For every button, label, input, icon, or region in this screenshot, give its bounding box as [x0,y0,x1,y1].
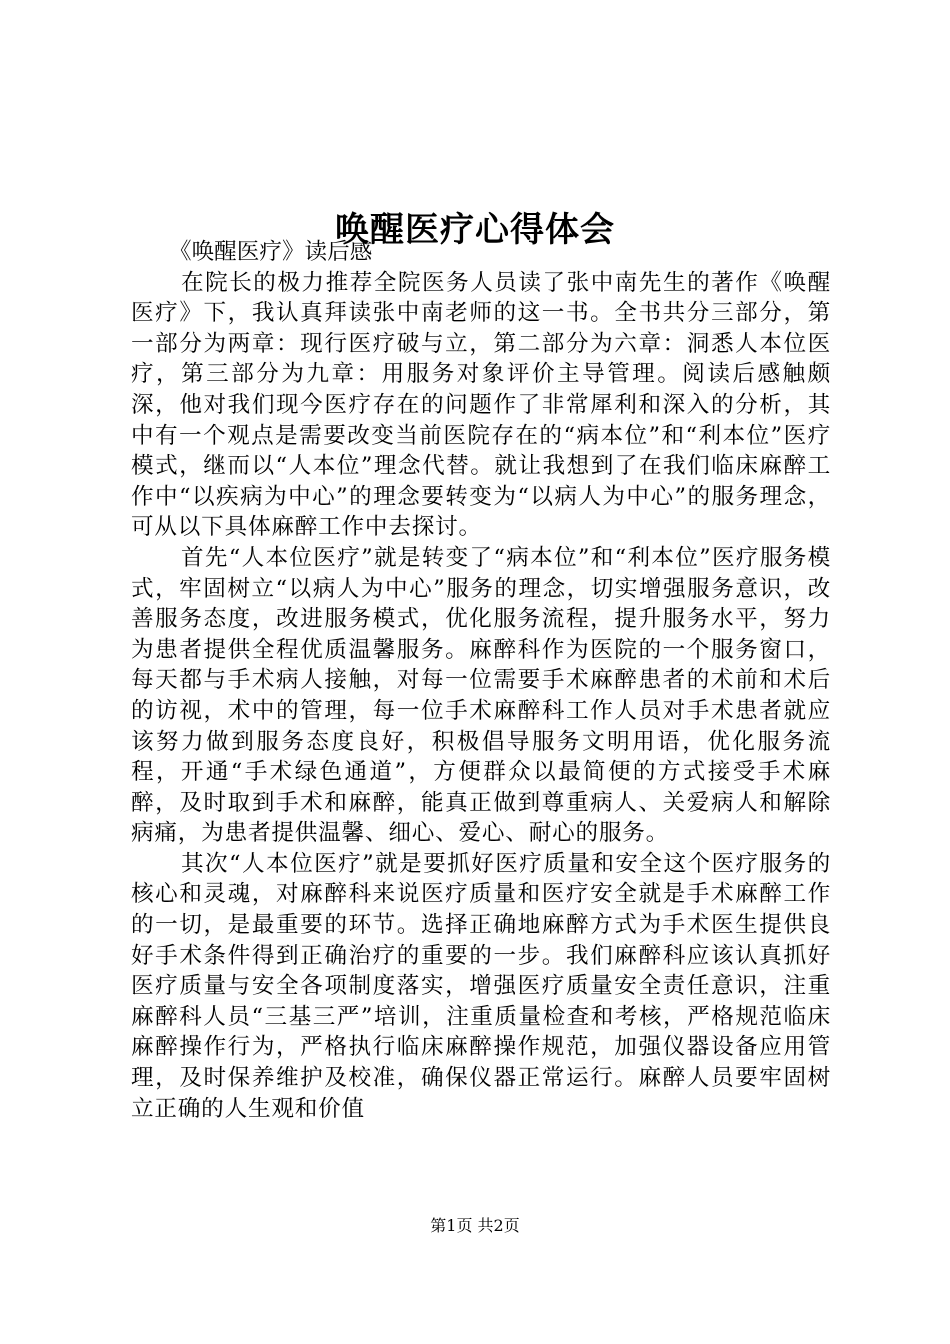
page-footer [0,1215,950,1237]
document-title: 唤醒医疗心得体会 [335,209,615,250]
page-total: 共2页 [477,1216,520,1235]
paragraph-3: 其次“人本位医疗”就是要抓好医疗质量和安全这个医疗服务的核心和灵魂，对麻醉科来说医疗质量和医疗安全就是手术麻醉工作的一切，是最重要的环节。选择正确地麻醉方式为手术医生提供良好手术条件得到正确治疗的重要的一步。我们麻醉科应该认真抓好医疗质量与安全各项制度落实，增强医疗质量安全责任意识，注重麻醉科人员“三基三严”培训，注重质量检查和考核，严格规范临床麻醉操作行为，严格执行临床麻醉操作规范，加强仪器设备应用管理，及时保养维护及校准，确保仪器正常运行。麻醉人员要牢固树立正确的人生观和价值 [131,850,831,1122]
paragraph-1: 在院长的极力推荐全院医务人员读了张中南先生的著作《唤醒医疗》下，我认真拜读张中南老师的这一书。全书共分三部分，第一部分为两章：现行医疗破与立，第二部分为六章：洞悉人本位医疗，第三部分为九章：用服务对象评价主导管理。阅读后感触颇深，他对我们现今医疗存在的问题作了非常犀利和深入的分析，其中有一个观点是需要改变当前医院存在的“病本位”和“利本位”医疗模式，继而以“人本位”理念代替。就让我想到了在我们临床麻醉工作中“以疾病为中心”的理念要转变为“以病人为中心”的服务理念，可从以下具体麻醉工作中去探讨。 [131,269,831,541]
document-subtitle: 《唤醒医疗》读后感 [169,239,373,265]
page-number: 第1页 [430,1216,473,1235]
document-body [131,237,831,1124]
paragraph-2: 首先“人本位医疗”就是转变了“病本位”和“利本位”医疗服务模式，牢固树立“以病人为中心”服务的理念，切实增强服务意识，改善服务态度，改进服务模式，优化服务流程，提升服务水平，努力为患者提供全程优质温馨服务。麻醉科作为医院的一个服务窗口，每天都与手术病人接触，对每一位需要手术麻醉患者的术前和术后的访视，术中的管理，每一位手术麻醉科工作人员对手术患者就应该努力做到服务态度良好，积极倡导服务文明用语，优化服务流程，开通“手术绿色通道”，方便群众以最简便的方式接受手术麻醉，及时取到手术和麻醉，能真正做到尊重病人、关爱病人和解除病痛，为患者提供温馨、细心、爱心、耐心的服务。 [131,544,831,847]
